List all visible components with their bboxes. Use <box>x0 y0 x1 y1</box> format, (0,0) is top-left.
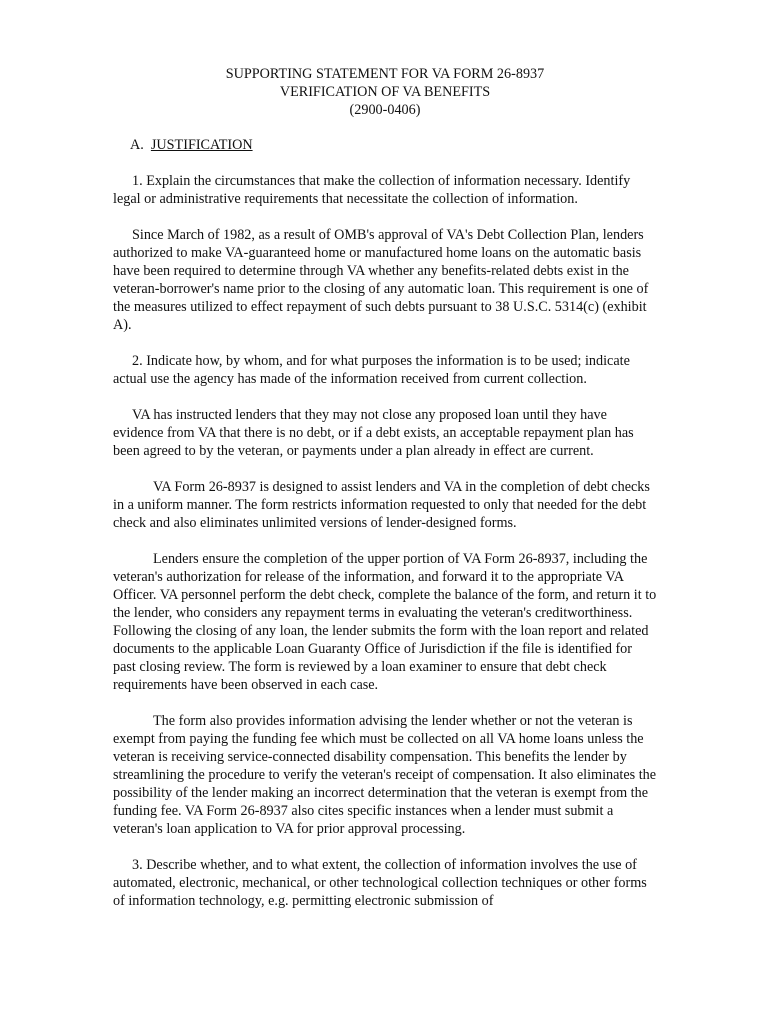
header-title: SUPPORTING STATEMENT FOR VA FORM 26-8937 <box>225 66 545 82</box>
question-1: 1. Explain the circumstances that make the collection of information necessary. Identify legal or administrative requirements that necessitate the collection of information. <box>113 173 631 207</box>
document-body <box>113 136 658 928</box>
question-2: 2. Indicate how, by whom, and for what purposes the information is to be used; indicate actual use the agency has made of the information received from current collection. <box>113 353 630 387</box>
question-3: 3. Describe whether, and to what extent, the collection of information involves the use of automated, electronic, mechanical, or other technological collection techniques or other forms of information technology, e.g. permitting electronic submission of <box>113 857 647 909</box>
document-header <box>0 65 770 119</box>
answer-2-paragraph-4: The form also provides information advising the lender whether or not the veteran is exempt from paying the funding fee which must be collected on all VA home loans unless the veteran is receiving service-connected disability compensation. This benefits the lender by streamlining the procedure to verify the veteran's receipt of compensation. It also eliminates the possibility of the lender making an incorrect determination that the veteran is exempt from the funding fee. VA Form 26-8937 also cites specific instances when a lender must submit a veteran's loan application to VA for prior approval processing. <box>113 713 657 837</box>
answer-2-paragraph-1: VA has instructed lenders that they may not close any proposed loan until they have evidence from VA that there is no debt, or if a debt exists, an acceptable repayment plan has been agreed to by the veteran, or payments under a plan already in effect are current. <box>113 407 634 459</box>
answer-1-paragraph: Since March of 1982, as a result of OMB's approval of VA's Debt Collection Plan, lenders authorized to make VA-guaranteed home or manufactured home loans on the automatic basis have been required to determine through VA whether any benefits-related debts exist in the veteran-borrower's name prior to the closing of any automatic loan. This requirement is one of the measures utilized to effect repayment of such debts pursuant to 38 U.S.C. 5314(c) (exhibit A). <box>113 227 649 333</box>
header-omb-number: (2900-0406) <box>349 102 421 118</box>
section-heading <box>130 136 658 154</box>
header-subtitle: VERIFICATION OF VA BENEFITS <box>279 84 491 100</box>
section-letter: A. <box>130 137 144 153</box>
answer-2-paragraph-2: VA Form 26-8937 is designed to assist lenders and VA in the completion of debt checks in a uniform manner. The form restricts information requested to only that needed for the debt check and also eliminates unlimited versions of lender-designed forms. <box>113 479 650 531</box>
section-title: JUSTIFICATION <box>150 137 253 153</box>
answer-2-paragraph-3: Lenders ensure the completion of the upper portion of VA Form 26-8937, including the veteran's authorization for release of the information, and forward it to the appropriate VA Officer. VA personnel perform the debt check, complete the balance of the form, and return it to the lender, who considers any repayment terms in evaluating the veteran's creditworthiness. Following the closing of any loan, the lender submits the form with the loan report and related documents to the applicable Loan Guaranty Office of Jurisdiction if the file is identified for past closing review. The form is reviewed by a loan examiner to ensure that debt check requirements have been observed in each case. <box>113 551 657 693</box>
